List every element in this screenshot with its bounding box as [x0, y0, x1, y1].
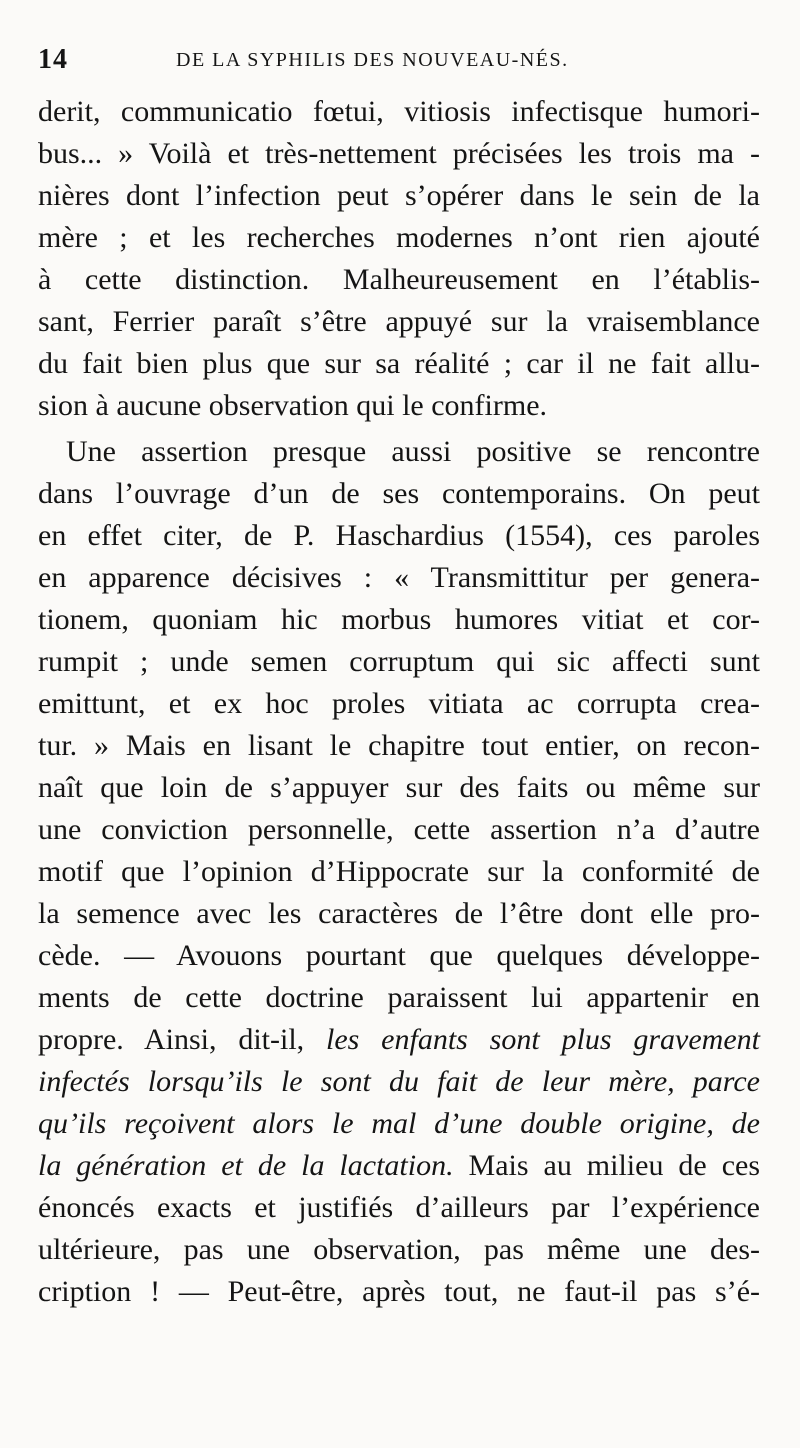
text-line: emittunt, et ex hoc proles vitiata ac corrupta crea-: [38, 687, 760, 720]
text-line: nières dont l’infection peut s’opérer dans le sein de la: [38, 179, 760, 212]
text-line: tionem, quoniam hic morbus humores vitiat et cor-: [38, 603, 760, 636]
text-italic: les enfants sont plus gravement: [326, 1023, 760, 1056]
text-line: bus... » Voilà et très-nettement précisées les trois ma -: [38, 137, 760, 170]
text-line-italic: qu’ils reçoivent alors le mal d’une double origine, de: [38, 1107, 760, 1140]
text-line: en effet citer, de P. Haschardius (1554), ces paroles: [38, 519, 760, 552]
text-line: cède. — Avouons pourtant que quelques développe-: [38, 939, 760, 972]
text-line: motif que l’opinion d’Hippocrate sur la conformité de: [38, 855, 760, 888]
text-line: [38, 1146, 760, 1186]
text-line: sant, Ferrier paraît s’être appuyé sur la vraisemblance: [38, 305, 760, 338]
text-line: rumpit ; unde semen corruptum qui sic affecti sunt: [38, 645, 760, 678]
page-number: 14: [38, 44, 68, 75]
text-line: ments de cette doctrine paraissent lui appartenir en: [38, 981, 760, 1014]
text-roman: propre. Ainsi, dit-il,: [38, 1023, 326, 1056]
text-line: une conviction personnelle, cette assertion n’a d’autre: [38, 813, 760, 846]
text-line-italic: infectés lorsqu’ils le sont du fait de leur mère, parce: [38, 1065, 760, 1098]
page-header: [38, 44, 758, 80]
text-line: Une assertion presque aussi positive se rencontre: [66, 435, 760, 468]
text-line: ultérieure, pas une observation, pas même une des-: [38, 1233, 760, 1266]
text-line: tur. » Mais en lisant le chapitre tout entier, on recon-: [38, 729, 760, 762]
text-line: à cette distinction. Malheureusement en l’établis-: [38, 263, 760, 296]
text-italic: la génération et de la lactation.: [38, 1149, 454, 1182]
text-line: derit, communicatio fœtui, vitiosis infectisque humori-: [38, 95, 760, 128]
text-line: du fait bien plus que sur sa réalité ; car il ne fait allu-: [38, 347, 760, 380]
text-line: la semence avec les caractères de l’être dont elle pro-: [38, 897, 760, 930]
text-line: en apparence décisives : « Transmittitur per genera-: [38, 561, 760, 594]
text-line: énoncés exacts et justifiés d’ailleurs par l’expérience: [38, 1191, 760, 1224]
text-line: dans l’ouvrage d’un de ses contemporains. On peut: [38, 477, 760, 510]
text-line: sion à aucune observation qui le confirme.: [38, 389, 548, 422]
text-roman: Mais au milieu de ces: [453, 1149, 760, 1182]
text-line: mère ; et les recherches modernes n’ont rien ajouté: [38, 221, 760, 254]
text-line: cription ! — Peut-être, après tout, ne faut-il pas s’é-: [38, 1275, 760, 1308]
text-line: naît que loin de s’appuyer sur des faits ou même sur: [38, 771, 760, 804]
text-line: [38, 1020, 760, 1060]
running-title: DE LA SYPHILIS DES NOUVEAU-NÉS.: [176, 49, 569, 71]
